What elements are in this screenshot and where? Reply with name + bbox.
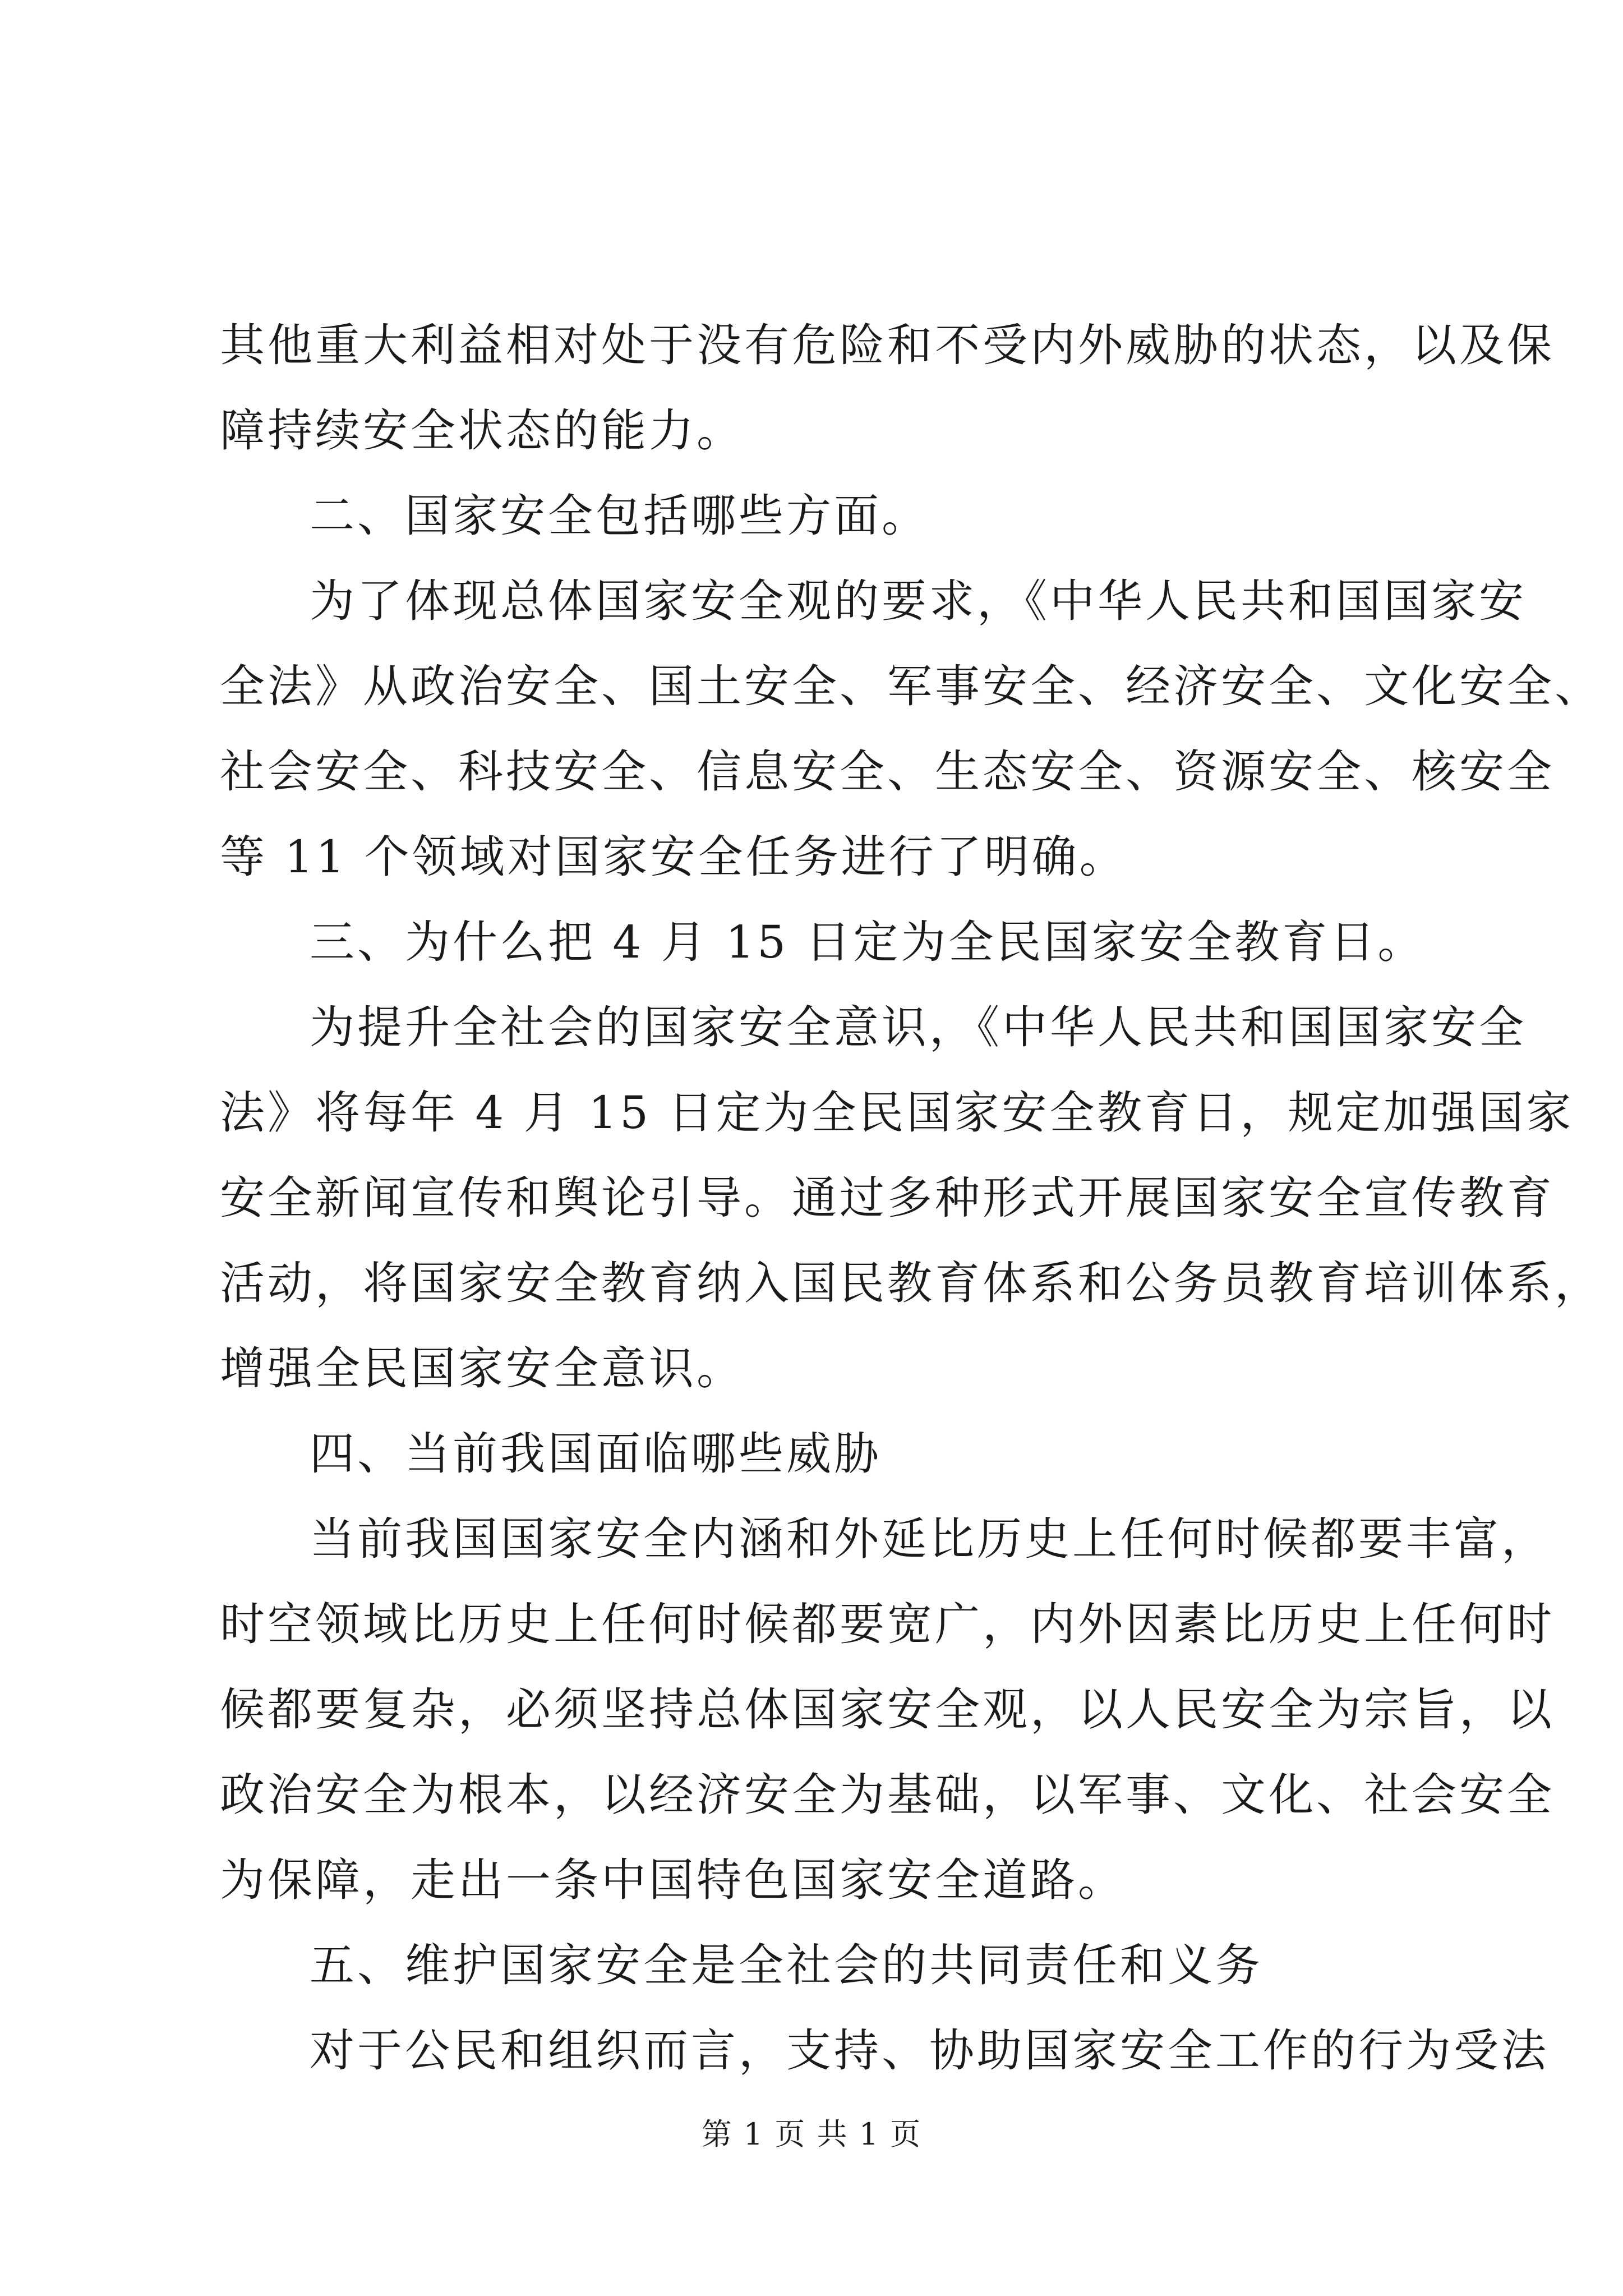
text-line: 法》将每年 4 月 15 日定为全民国家安全教育日，规定加强国家 [220, 1087, 1574, 1139]
section-heading: 四、当前我国面临哪些威胁 [310, 1428, 882, 1480]
text-line: 为提升全社会的国家安全意识，《中华人民共和国国家安全 [310, 1001, 1527, 1053]
text-line: 其他重大利益相对处于没有危险和不受内外威胁的状态，以及保 [220, 319, 1555, 371]
text-line: 为保障，走出一条中国特色国家安全道路。 [220, 1854, 1126, 1906]
page-number-footer: 第 1 页 共 1 页 [701, 2116, 922, 2152]
text-line: 安全新闻宣传和舆论引导。通过多种形式开展国家安全宣传教育 [220, 1172, 1555, 1224]
text-line: 候都要复杂，必须坚持总体国家安全观，以人民安全为宗旨，以 [220, 1683, 1555, 1736]
text-line: 等 11 个领域对国家安全任务进行了明确。 [220, 831, 1127, 883]
text-line: 活动，将国家安全教育纳入国民教育体系和公务员教育培训体系， [220, 1257, 1602, 1309]
text-line: 社会安全、科技安全、信息安全、生态安全、资源安全、核安全 [220, 746, 1555, 798]
text-line: 时空领域比历史上任何时候都要宽广，内外因素比历史上任何时 [220, 1598, 1555, 1650]
text-line: 全法》从政治安全、国土安全、军事安全、经济安全、文化安全、 [220, 660, 1602, 712]
section-heading: 二、国家安全包括哪些方面。 [310, 490, 929, 542]
text-line: 增强全民国家安全意识。 [220, 1342, 744, 1395]
text-line: 障持续安全状态的能力。 [220, 404, 744, 457]
section-heading: 五、维护国家安全是全社会的共同责任和义务 [310, 1939, 1263, 1991]
document-body [220, 303, 1602, 2093]
text-line: 对于公民和组织而言，支持、协助国家安全工作的行为受法 [310, 2024, 1549, 2077]
text-line: 为了体现总体国家安全观的要求，《中华人民共和国国家安 [310, 575, 1527, 627]
text-line: 政治安全为根本，以经济安全为基础，以军事、文化、社会安全 [220, 1769, 1555, 1821]
section-heading: 三、为什么把 4 月 15 日定为全民国家安全教育日。 [310, 916, 1426, 968]
text-line: 当前我国国家安全内涵和外延比历史上任何时候都要丰富， [310, 1513, 1549, 1565]
